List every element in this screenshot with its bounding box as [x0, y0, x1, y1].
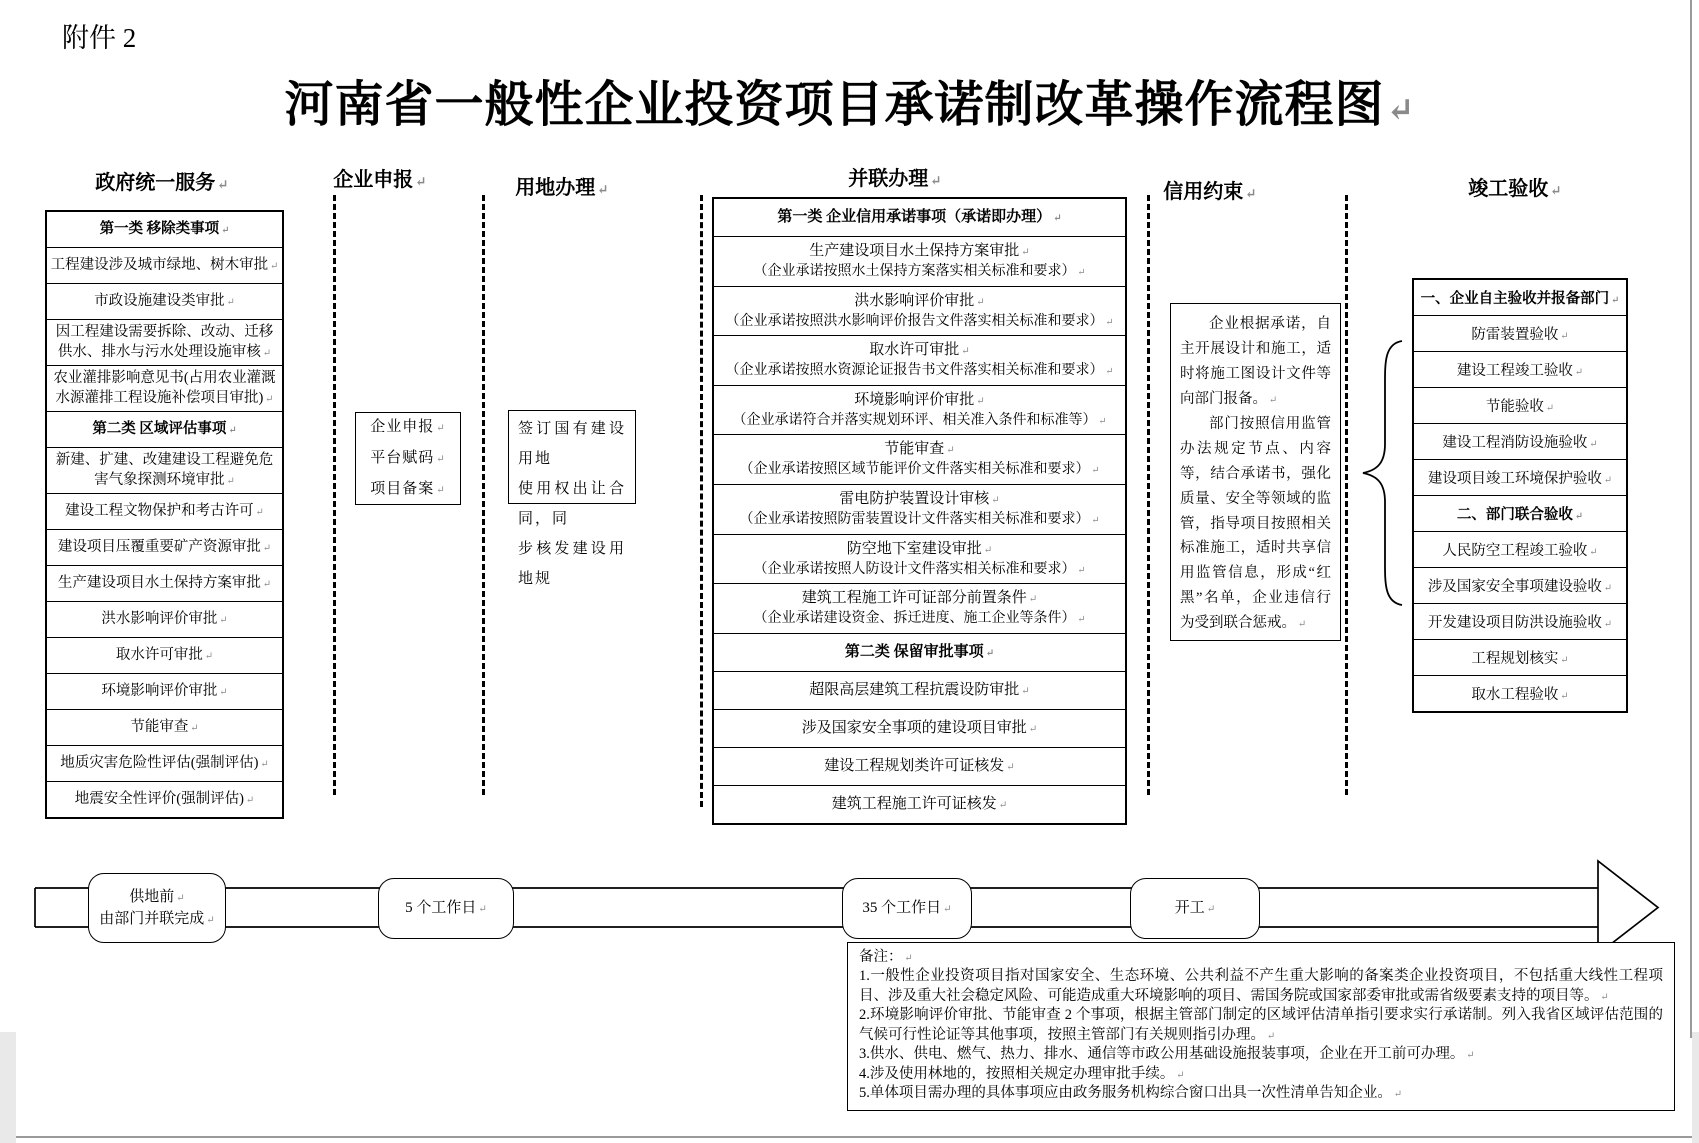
row-text: 环境影响评价审批 ↵: [101, 682, 227, 702]
table-row: [1414, 532, 1626, 568]
row-text: 一、企业自主验收并报备部门 ↵: [1421, 287, 1620, 308]
column-header-completion-accept: 竣工验收 ↵: [1468, 172, 1561, 201]
row-text: 生产建设项目水土保持方案审批 ↵: [58, 574, 271, 594]
table-row: [47, 320, 282, 366]
declare-line: 企业申报 ↵: [370, 412, 446, 443]
brace-connector-icon: [1352, 338, 1406, 608]
column-header-enterprise-declare: 企业申报 ↵: [333, 163, 426, 192]
table-row: [1414, 316, 1626, 352]
row-text: 新建、扩建、改建建设工程避免危害气象探测环境审批 ↵: [49, 451, 280, 490]
table-row: [47, 366, 282, 412]
table-row: [714, 336, 1125, 386]
row-text: 地质灾害危险性评估(强制评估) ↵: [60, 754, 268, 774]
completion-accept-table: [1412, 278, 1628, 713]
row-title: 涉及国家安全事项的建设项目审批 ↵: [802, 718, 1038, 739]
note-item: 4.涉及使用林地的，按照相关规定办理审批手续。 ↵: [859, 1065, 1663, 1084]
note-item: 2.环境影响评价审批、节能审查 2 个事项，根据主管部门制定的区域评估清单指引要求实行承诺制。列入我省区域评估范围的气候可行性论证等其他事项，按照主管部门有关规则指引办理。 ↵: [859, 1006, 1663, 1045]
table-row: [714, 435, 1125, 485]
table-row: [47, 448, 282, 494]
table-row: [47, 782, 282, 817]
table-row: [714, 634, 1125, 672]
row-text: 节能验收 ↵: [1486, 395, 1554, 416]
row-title: 第一类 企业信用承诺事项（承诺即办理） ↵: [777, 207, 1061, 228]
stage-label: 开工 ↵: [1175, 897, 1216, 920]
table-row: [1414, 352, 1626, 388]
row-text: 洪水影响评价审批 ↵: [101, 610, 227, 630]
page-bottom-edge: [16, 1136, 1692, 1138]
column-header-credit-constraint: 信用约束 ↵: [1163, 175, 1256, 204]
table-row: [47, 638, 282, 674]
row-title: 超限高层建筑工程抗震设防审批 ↵: [809, 680, 1030, 701]
row-commitment: （企业承诺按照防雷装置设计文件落实相关标准和要求） ↵: [740, 510, 1100, 530]
column-header-land-handle: 用地办理 ↵: [515, 171, 608, 200]
table-row: [1414, 496, 1626, 532]
note-item: 5.单体项目需办理的具体事项应由政务服务机构综合窗口出具一次性清单告知企业。 ↵: [859, 1084, 1663, 1103]
table-row: [1414, 460, 1626, 496]
row-text: 建设工程消防设施验收 ↵: [1442, 431, 1597, 452]
row-text: 涉及国家安全事项建设验收 ↵: [1428, 575, 1612, 596]
table-row: [1414, 388, 1626, 424]
table-row: [714, 535, 1125, 585]
timeline-stage-before-land: [88, 873, 226, 943]
table-row: [714, 386, 1125, 436]
row-title: 洪水影响评价审批 ↵: [854, 291, 985, 312]
land-line: 使用权出让合同，同: [518, 481, 626, 527]
row-text: 开发建设项目防洪设施验收 ↵: [1428, 611, 1612, 632]
row-text: 第二类 区域评估事项 ↵: [92, 420, 236, 440]
row-text: 人民防空工程竣工验收 ↵: [1442, 539, 1597, 560]
enterprise-declare-box: [355, 412, 461, 505]
row-title: 环境影响评价审批 ↵: [854, 390, 985, 411]
note-item: 3.供水、供电、燃气、热力、排水、通信等市政公用基础设施报装事项，企业在开工前可办理。 ↵: [859, 1045, 1663, 1064]
declare-line: 项目备案 ↵: [370, 474, 446, 505]
table-row: [1414, 424, 1626, 460]
row-text: 节能审查 ↵: [130, 718, 198, 738]
row-title: 生产建设项目水土保持方案审批 ↵: [809, 241, 1030, 262]
stage-label-line: 由部门并联完成 ↵: [99, 908, 215, 931]
notes-title: 备注： ↵: [859, 948, 1663, 967]
row-text: 农业灌排影响意见书(占用农业灌溉水源灌排工程设施补偿项目审批) ↵: [49, 369, 280, 408]
table-row: [714, 786, 1125, 823]
table-row: [714, 199, 1125, 237]
land-contract-box: [508, 410, 636, 587]
dashed-separator-4: [1147, 195, 1150, 795]
table-row: [1414, 280, 1626, 316]
note-item: 1.一般性企业投资项目指对国家安全、生态环境、公共利益不产生重大影响的备案类企业投资项目，不包括重大线性工程项目、涉及重大社会稳定风险、可能造成重大环境影响的项目、需国务院或国家部委审批或需省级要素支持的项目等。 ↵: [859, 967, 1663, 1006]
table-row: [47, 530, 282, 566]
credit-paragraph: 企业根据承诺，自主开展设计和施工，适时将施工图设计文件等向部门报备。 ↵: [1180, 312, 1331, 412]
table-row: [714, 748, 1125, 786]
row-title: 节能审查 ↵: [884, 439, 955, 460]
table-row: [1414, 604, 1626, 640]
table-row: [714, 237, 1125, 287]
row-commitment: （企业承诺按照水土保持方案落实相关标准和要求） ↵: [754, 262, 1086, 282]
table-row: [714, 287, 1125, 337]
row-text: 因工程建设需要拆除、改动、迁移供水、排水与污水处理设施审核 ↵: [49, 323, 280, 362]
credit-paragraph: 部门按照信用监管办法规定节点、内容等，结合承诺书，强化质量、安全等领域的监管，指导项目按照相关标准施工，适时共享信用监管信息，形成“红黑”名单，企业违信行为受到联合惩戒。 ↵: [1180, 412, 1331, 636]
row-text: 工程建设涉及城市绿地、树木审批 ↵: [51, 256, 279, 276]
declare-line: 平台赋码 ↵: [370, 443, 446, 474]
dashed-separator-5: [1345, 195, 1348, 795]
timeline-stage-35-workdays: [842, 878, 972, 939]
gov-service-table: [45, 210, 284, 819]
page-title: 河南省一般性企业投资项目承诺制改革操作流程图 ↵: [285, 77, 1416, 132]
dashed-separator-2: [482, 195, 485, 795]
table-row: [47, 710, 282, 746]
page-corner-left: [0, 1032, 16, 1143]
parallel-handle-table: [712, 197, 1127, 825]
timeline-stage-5-workdays: [378, 878, 514, 939]
row-title: 雷电防护装置设计审核 ↵: [839, 489, 1000, 510]
credit-constraint-box: [1170, 303, 1341, 641]
column-header-parallel-handle: 并联办理 ↵: [848, 162, 941, 191]
table-row: [47, 412, 282, 448]
stage-label: 35 个工作日 ↵: [862, 897, 951, 920]
table-row: [47, 494, 282, 530]
column-header-gov-service: 政府统一服务 ↵: [95, 166, 228, 195]
row-text: 取水工程验收 ↵: [1471, 683, 1568, 704]
table-row: [714, 710, 1125, 748]
timeline-stage-start-construction: [1130, 878, 1260, 939]
stage-label-line: 供地前 ↵: [129, 886, 185, 909]
row-title: 取水许可审批 ↵: [869, 340, 970, 361]
table-row: [47, 674, 282, 710]
row-title: 防空地下室建设审批 ↵: [847, 539, 993, 560]
table-row: [47, 284, 282, 320]
table-row: [47, 602, 282, 638]
row-commitment: （企业承诺按照人防设计文件落实相关标准和要求） ↵: [754, 560, 1086, 580]
table-row: [714, 584, 1125, 634]
row-text: 建设项目压覆重要矿产资源审批 ↵: [58, 538, 271, 558]
land-line: 签订国有建设用地: [518, 421, 626, 467]
table-row: [47, 746, 282, 782]
row-title: 建筑工程施工许可证部分前置条件 ↵: [802, 588, 1038, 609]
table-row: [47, 212, 282, 248]
stage-label: 5 个工作日 ↵: [405, 897, 487, 920]
table-row: [1414, 676, 1626, 711]
row-text: 取水许可审批 ↵: [116, 646, 213, 666]
row-title: 建设工程规划类许可证核发 ↵: [824, 756, 1015, 777]
table-row: [1414, 640, 1626, 676]
row-commitment: （企业承诺按照区域节能评价文件落实相关标准和要求） ↵: [740, 460, 1100, 480]
row-text: 建设项目竣工环境保护验收 ↵: [1428, 467, 1612, 488]
row-commitment: （企业承诺符合并落实规划环评、相关准入条件和标准等） ↵: [733, 411, 1107, 431]
land-line: 步核发建设用地规: [518, 541, 626, 587]
notes-box: [847, 942, 1675, 1111]
dashed-separator-1: [333, 195, 336, 795]
row-commitment: （企业承诺建设资金、拆迁进度、施工企业等条件） ↵: [754, 609, 1086, 629]
attachment-label: 附件 2: [62, 23, 137, 53]
row-text: 第一类 移除类事项 ↵: [100, 220, 230, 240]
row-commitment: （企业承诺按照洪水影响评价报告文件落实相关标准和要求） ↵: [726, 312, 1114, 332]
table-row: [1414, 568, 1626, 604]
row-text: 建设工程文物保护和考古许可 ↵: [65, 502, 264, 522]
row-text: 市政设施建设类审批 ↵: [94, 292, 235, 312]
row-text: 二、部门联合验收 ↵: [1457, 503, 1583, 524]
row-text: 防雷装置验收 ↵: [1471, 323, 1568, 344]
table-row: [714, 485, 1125, 535]
row-text: 地震安全性评价(强制评估) ↵: [75, 790, 254, 810]
table-row: [47, 248, 282, 284]
page-corner-right: [1692, 1032, 1699, 1143]
row-title: 建筑工程施工许可证核发 ↵: [832, 794, 1008, 815]
table-row: [714, 672, 1125, 710]
dashed-separator-3: [700, 195, 703, 807]
row-text: 工程规划核实 ↵: [1471, 647, 1568, 668]
row-title: 第二类 保留审批事项 ↵: [845, 642, 994, 663]
row-commitment: （企业承诺按照水资源论证报告书文件落实相关标准和要求） ↵: [726, 361, 1114, 381]
page-right-edge: [1690, 0, 1692, 1038]
table-row: [47, 566, 282, 602]
row-text: 建设工程竣工验收 ↵: [1457, 359, 1583, 380]
